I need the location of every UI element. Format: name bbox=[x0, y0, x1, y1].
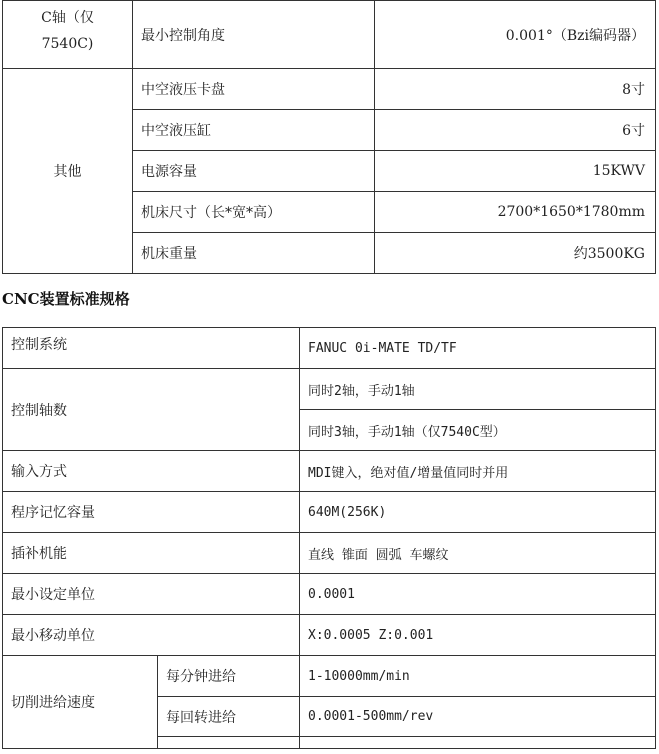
min-move-label: 最小移动单位 bbox=[3, 615, 300, 656]
control-axes-value-2: 同时3轴，手动1轴（仅7540C型） bbox=[300, 410, 656, 451]
c-axis-group-line-1: C轴（仅 bbox=[41, 10, 94, 26]
machine-size-label: 机床尺寸（长*宽*高） bbox=[133, 192, 375, 233]
table-row bbox=[3, 328, 656, 369]
control-system-label: 控制系统 bbox=[3, 328, 300, 369]
control-axes-label: 控制轴数 bbox=[3, 369, 300, 451]
program-memory-value: 640M(256K) bbox=[300, 492, 656, 533]
input-method-value: MDI键入，绝对值/增量值同时并用 bbox=[300, 451, 656, 492]
min-move-value: X:0.0005 Z:0.001 bbox=[300, 615, 656, 656]
interpolation-label: 插补机能 bbox=[3, 533, 300, 574]
table-row bbox=[3, 1, 656, 69]
min-control-angle-value: 0.001°（Bzi编码器） bbox=[375, 1, 656, 69]
table-row bbox=[3, 69, 656, 110]
control-axes-value-1: 同时2轴，手动1轴 bbox=[300, 369, 656, 410]
other-group-label: 其他 bbox=[3, 69, 133, 274]
empty-cell bbox=[300, 737, 656, 749]
input-method-label: 输入方式 bbox=[3, 451, 300, 492]
table-row bbox=[3, 451, 656, 492]
interpolation-value: 直线 锥面 圆弧 车螺纹 bbox=[300, 533, 656, 574]
table-row bbox=[3, 369, 656, 410]
section-heading: CNC装置标准规格 bbox=[2, 290, 130, 308]
hollow-chuck-value: 8寸 bbox=[375, 69, 656, 110]
table-row bbox=[3, 615, 656, 656]
c-axis-group-label bbox=[3, 1, 133, 69]
spec-table-cnc bbox=[2, 327, 656, 749]
spec-table-machine bbox=[2, 0, 656, 274]
machine-size-value: 2700*1650*1780mm bbox=[375, 192, 656, 233]
min-setting-label: 最小设定单位 bbox=[3, 574, 300, 615]
c-axis-group-line-2: 7540C) bbox=[41, 36, 94, 52]
feed-per-minute-value: 1-10000mm/min bbox=[300, 656, 656, 697]
hollow-cylinder-value: 6寸 bbox=[375, 110, 656, 151]
min-control-angle-label: 最小控制角度 bbox=[133, 1, 375, 69]
table-row bbox=[3, 492, 656, 533]
control-system-value: FANUC 0i-MATE TD/TF bbox=[300, 328, 656, 369]
machine-weight-value: 约3500KG bbox=[375, 233, 656, 274]
table-row bbox=[3, 574, 656, 615]
hollow-cylinder-label: 中空液压缸 bbox=[133, 110, 375, 151]
power-capacity-label: 电源容量 bbox=[133, 151, 375, 192]
machine-weight-label: 机床重量 bbox=[133, 233, 375, 274]
program-memory-label: 程序记忆容量 bbox=[3, 492, 300, 533]
feed-per-rev-value: 0.0001-500mm/rev bbox=[300, 697, 656, 737]
feed-rate-label: 切削进给速度 bbox=[3, 656, 158, 749]
power-capacity-value: 15KWV bbox=[375, 151, 656, 192]
table-row bbox=[3, 533, 656, 574]
table-row bbox=[3, 656, 656, 697]
feed-per-minute-label: 每分钟进给 bbox=[158, 656, 300, 697]
feed-per-rev-label: 每回转进给 bbox=[158, 697, 300, 737]
hollow-chuck-label: 中空液压卡盘 bbox=[133, 69, 375, 110]
min-setting-value: 0.0001 bbox=[300, 574, 656, 615]
empty-cell bbox=[158, 737, 300, 749]
